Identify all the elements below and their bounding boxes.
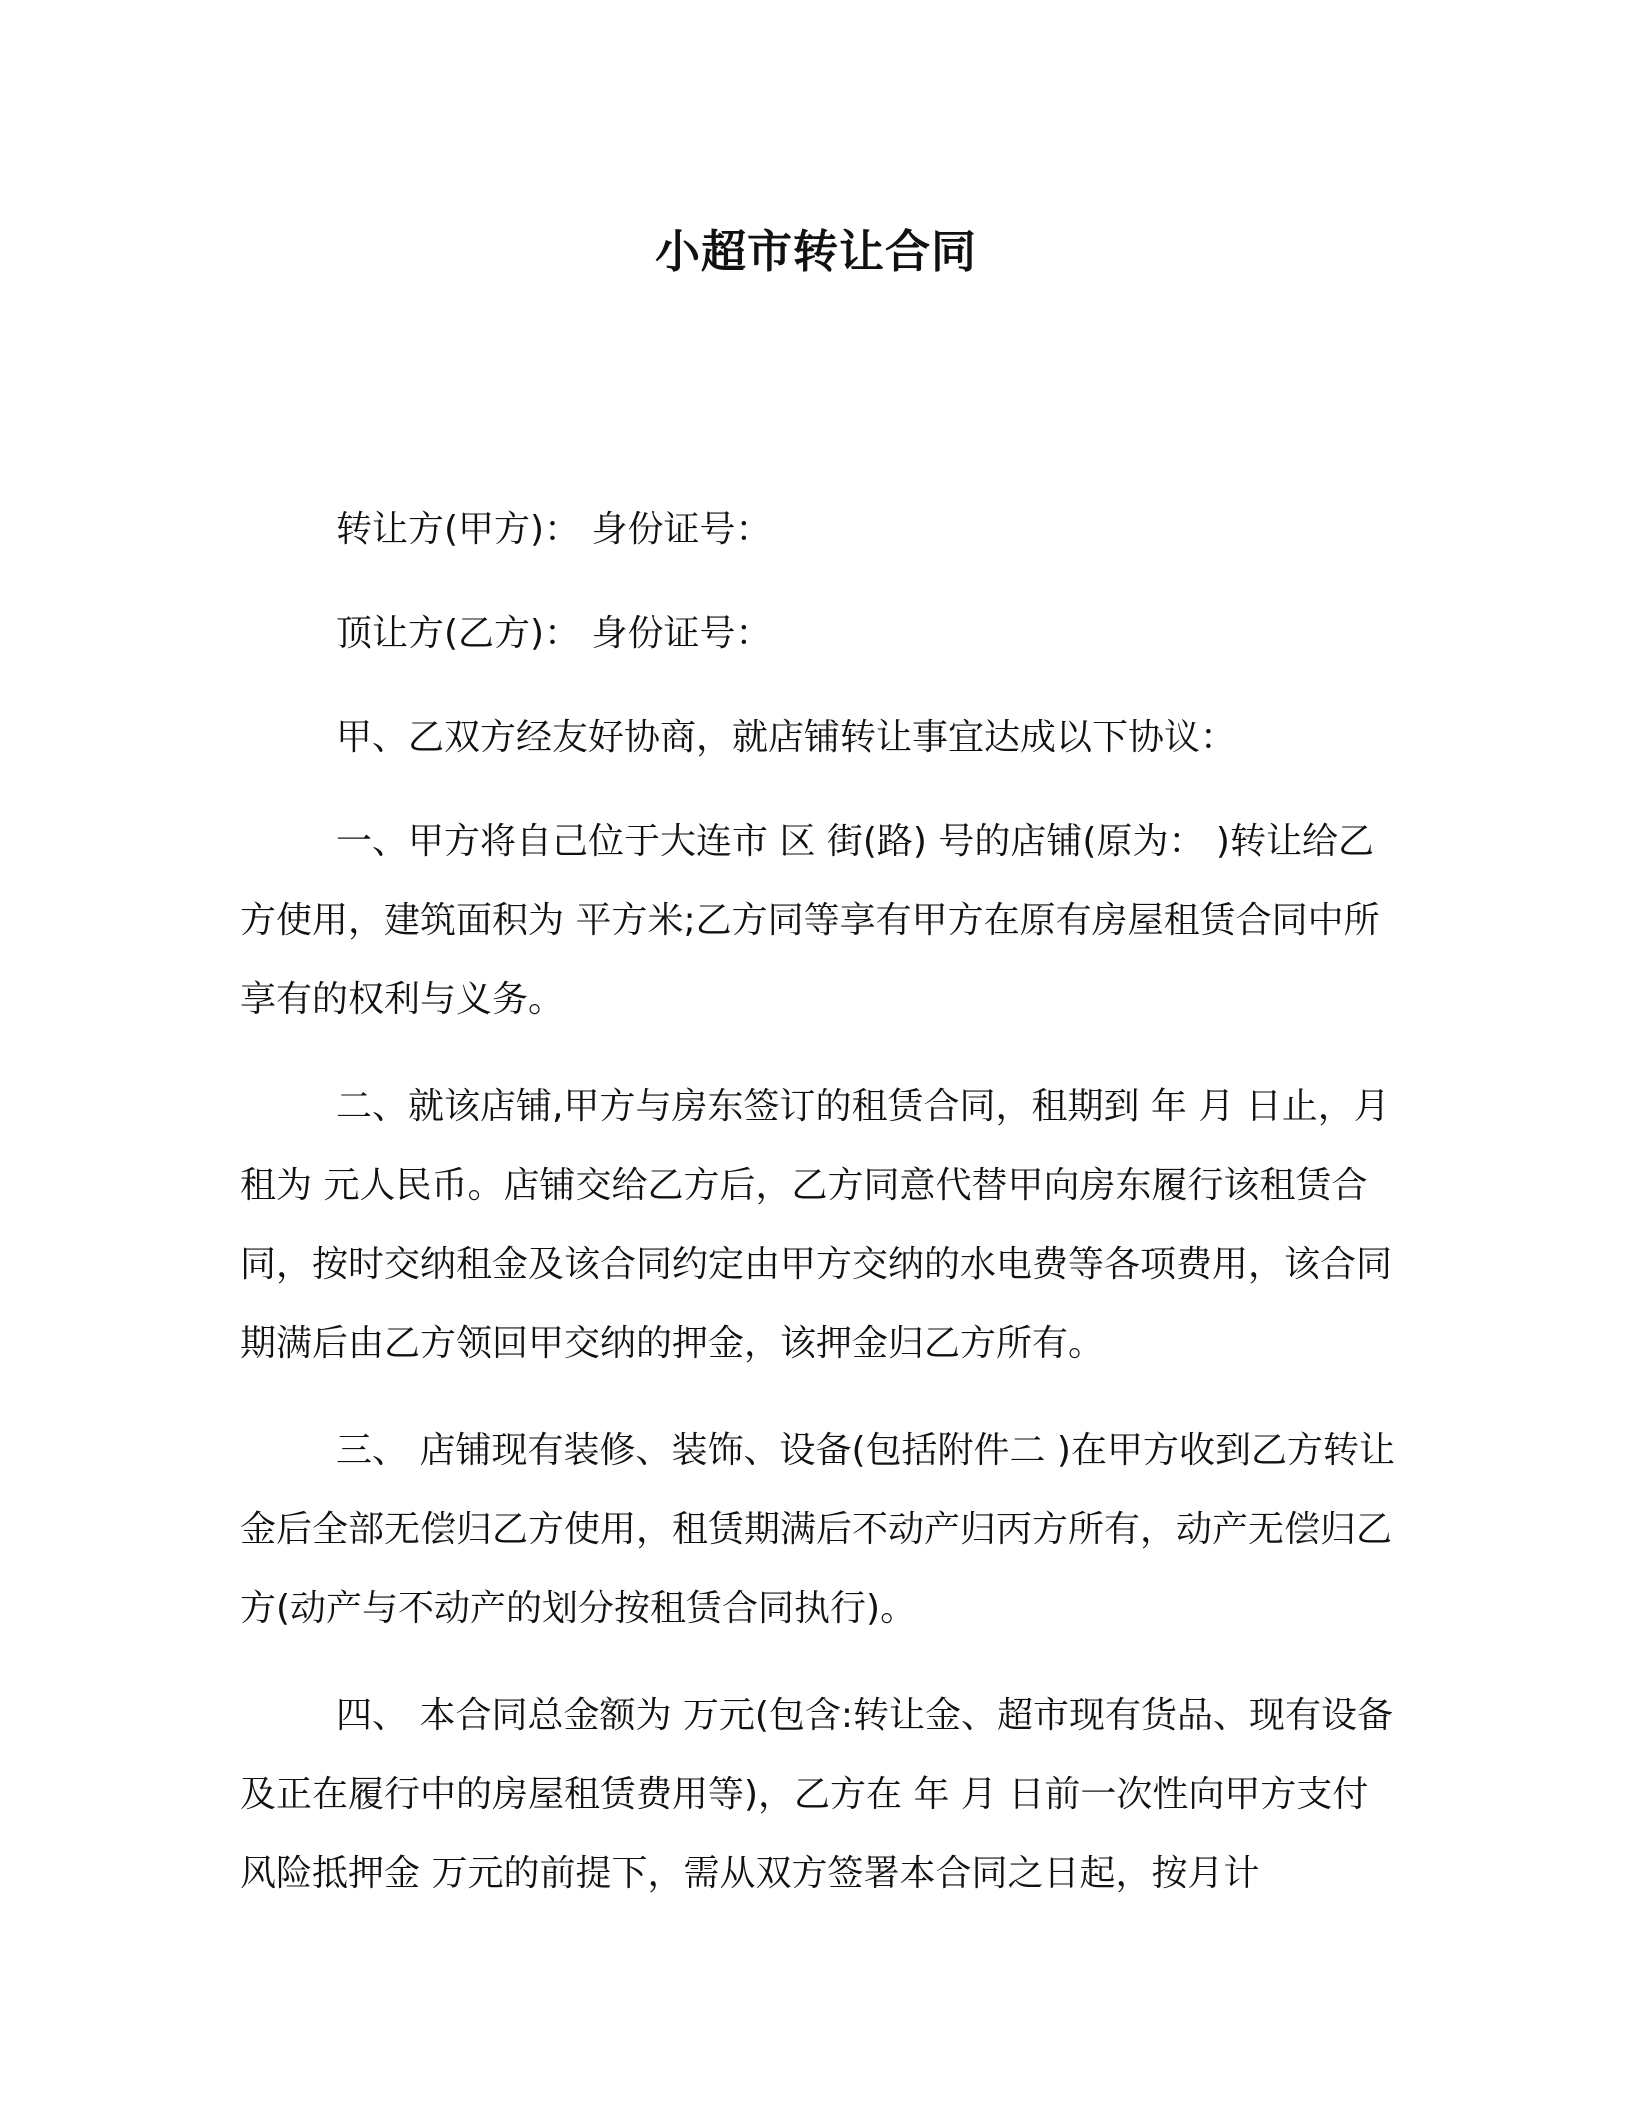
party-a-line: 转让方(甲方)： 身份证号： [336, 509, 772, 550]
party-b-line: 顶让方(乙方)： 身份证号： [336, 613, 772, 654]
contract-body [240, 490, 1395, 1913]
agreement-intro: 甲、乙双方经友好协商，就店铺转让事宜达成以下协议： [336, 717, 1237, 758]
clause-1: 一、甲方将自己位于大连市 区 街(路) 号的店铺(原为： )转让给乙方使用，建筑面积为 平方米;乙方同等享有甲方在原有房屋租赁合同中所享有的权利与义务。 [240, 821, 1380, 1020]
clause-4: 四、 本合同总金额为 万元(包含:转让金、超市现有货品、现有设备及正在履行中的房屋租赁费用等)，乙方在 年 月 日前一次性向甲方支付风险抵押金 万元的前提下，需从双方签署本合同之日起，按月计 [240, 1695, 1394, 1894]
clause-2: 二、就该店铺,甲方与房东签订的租赁合同，租期到 年 月 日止，月租为 元人民币。店铺交给乙方后，乙方同意代替甲向房东履行该租赁合同，按时交纳租金及该合同约定由甲方交纳的水电费等各项费用，该合同期满后由乙方领回甲交纳的押金，该押金归乙方所有。 [240, 1086, 1393, 1364]
contract-title: 小超市转让合同 [654, 225, 977, 278]
clause-3: 三、 店铺现有装修、装饰、设备(包括附件二 )在甲方收到乙方转让金后全部无偿归乙方使用，租赁期满后不动产归丙方所有，动产无偿归乙方(动产与不动产的划分按租赁合同执行)。 [240, 1430, 1395, 1629]
